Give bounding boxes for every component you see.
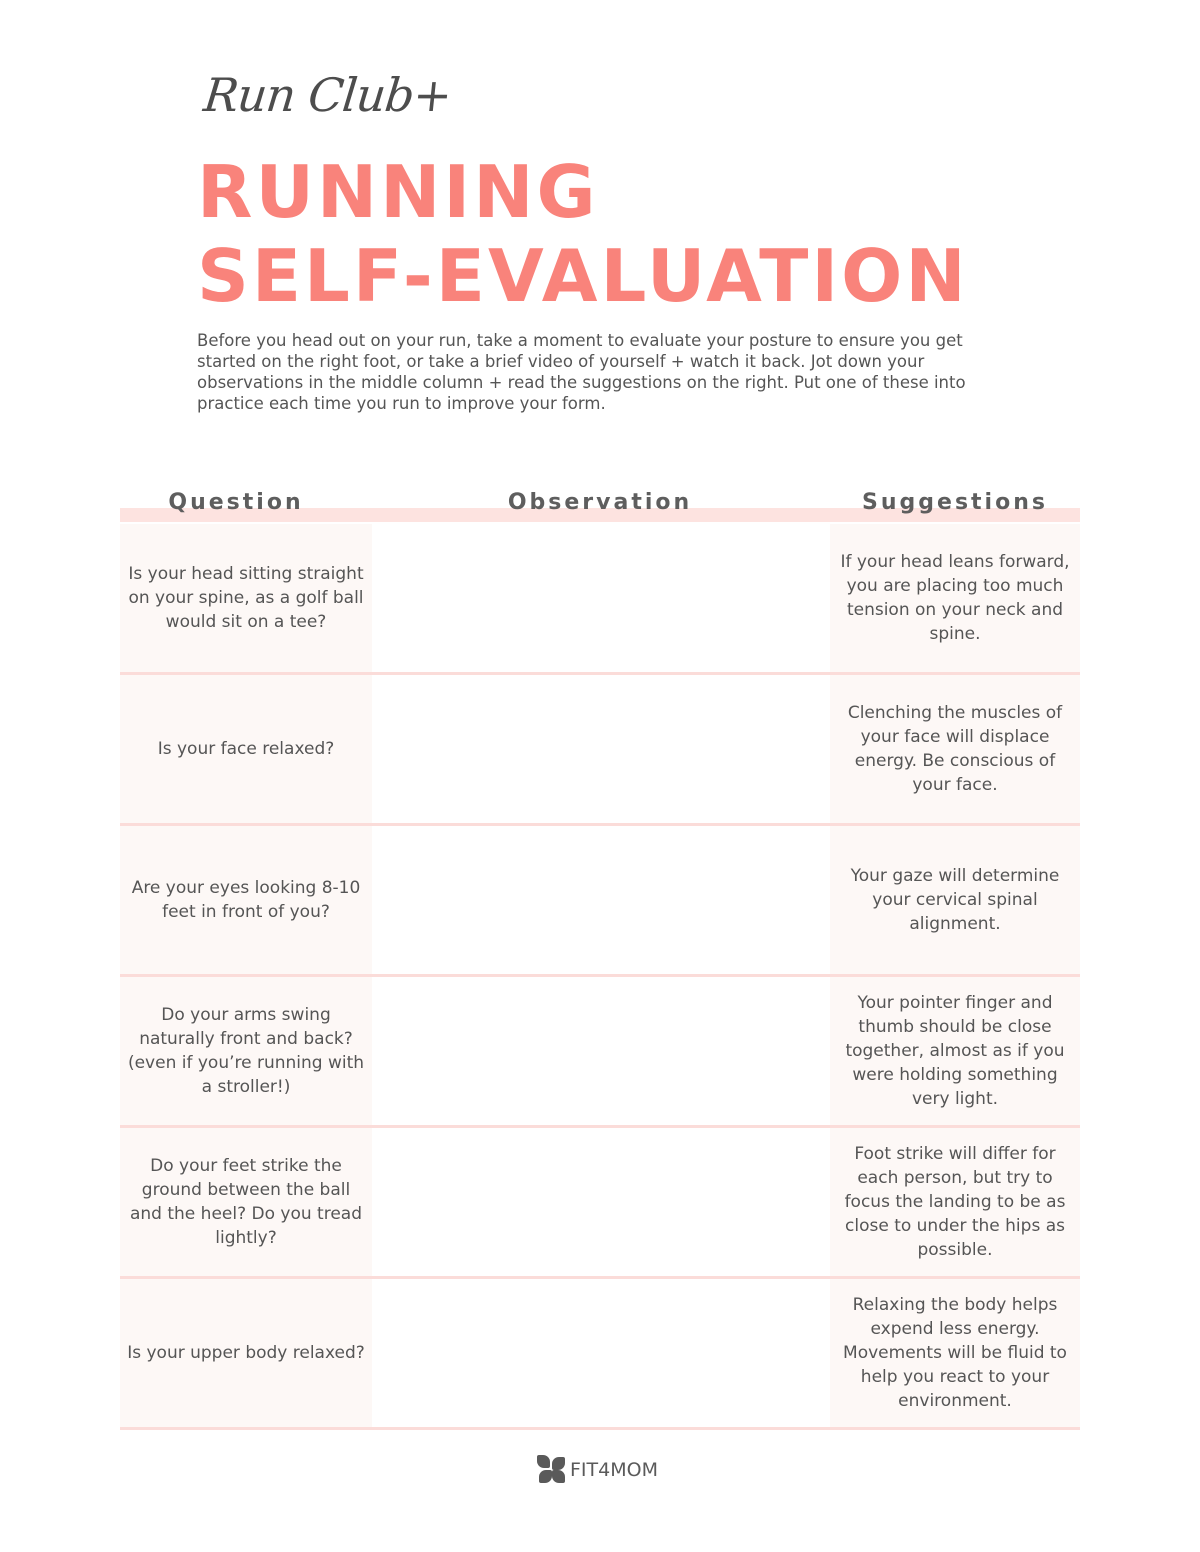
question-cell: Is your upper body relaxed? bbox=[120, 1279, 372, 1427]
table-header bbox=[120, 486, 1080, 522]
observation-cell[interactable] bbox=[372, 675, 830, 823]
logo-text: FIT4MOM bbox=[570, 1459, 658, 1481]
suggestion-cell: If your head leans forward, you are placing too much tension on your neck and spine. bbox=[830, 524, 1080, 672]
suggestion-cell: Your gaze will determine your cervical spinal alignment. bbox=[830, 826, 1080, 974]
table-row bbox=[120, 675, 1080, 826]
table-row bbox=[120, 524, 1080, 675]
observation-cell[interactable] bbox=[372, 977, 830, 1125]
column-header-question: Question bbox=[168, 490, 304, 515]
table-row bbox=[120, 1279, 1080, 1430]
brand-script-title: Run Club+ bbox=[201, 68, 454, 122]
title-line-2: SELF-EVALUATION bbox=[197, 234, 969, 318]
suggestion-cell: Your pointer finger and thumb should be close together, almost as if you were holding something very light. bbox=[830, 977, 1080, 1125]
observation-cell[interactable] bbox=[372, 524, 830, 672]
question-cell: Is your head sitting straight on your spine, as a golf ball would sit on a tee? bbox=[120, 524, 372, 672]
column-header-suggestions: Suggestions bbox=[862, 490, 1048, 515]
page-title bbox=[197, 150, 969, 318]
evaluation-table bbox=[120, 486, 1080, 1411]
leaf-cluster-icon bbox=[537, 1455, 567, 1485]
table-row bbox=[120, 1128, 1080, 1279]
question-cell: Do your arms swing naturally front and back? (even if you’re running with a stroller!) bbox=[120, 977, 372, 1125]
column-header-observation: Observation bbox=[507, 490, 693, 515]
question-cell: Do your feet strike the ground between the ball and the heel? Do you tread lightly? bbox=[120, 1128, 372, 1276]
suggestion-cell: Relaxing the body helps expend less energy. Movements will be fluid to help you react to your environment. bbox=[830, 1279, 1080, 1427]
footer-logo bbox=[537, 1455, 658, 1485]
suggestion-cell: Clenching the muscles of your face will displace energy. Be conscious of your face. bbox=[830, 675, 1080, 823]
observation-cell[interactable] bbox=[372, 1279, 830, 1427]
table-body bbox=[120, 524, 1080, 1430]
suggestion-cell: Foot strike will differ for each person, but try to focus the landing to be as close to under the hips as possible. bbox=[830, 1128, 1080, 1276]
table-row bbox=[120, 826, 1080, 977]
observation-cell[interactable] bbox=[372, 826, 830, 974]
title-line-1: RUNNING bbox=[197, 150, 599, 234]
question-cell: Is your face relaxed? bbox=[120, 675, 372, 823]
intro-paragraph: Before you head out on your run, take a moment to evaluate your posture to ensure you get started on the right foot, or take a brief video of yourself + watch it back. Jot down your observations in the middle column + read the suggestions on the right. Put one of these into practice each time you run to improve your form. bbox=[197, 331, 966, 413]
observation-cell[interactable] bbox=[372, 1128, 830, 1276]
question-cell: Are your eyes looking 8-10 feet in front of you? bbox=[120, 826, 372, 974]
table-row bbox=[120, 977, 1080, 1128]
